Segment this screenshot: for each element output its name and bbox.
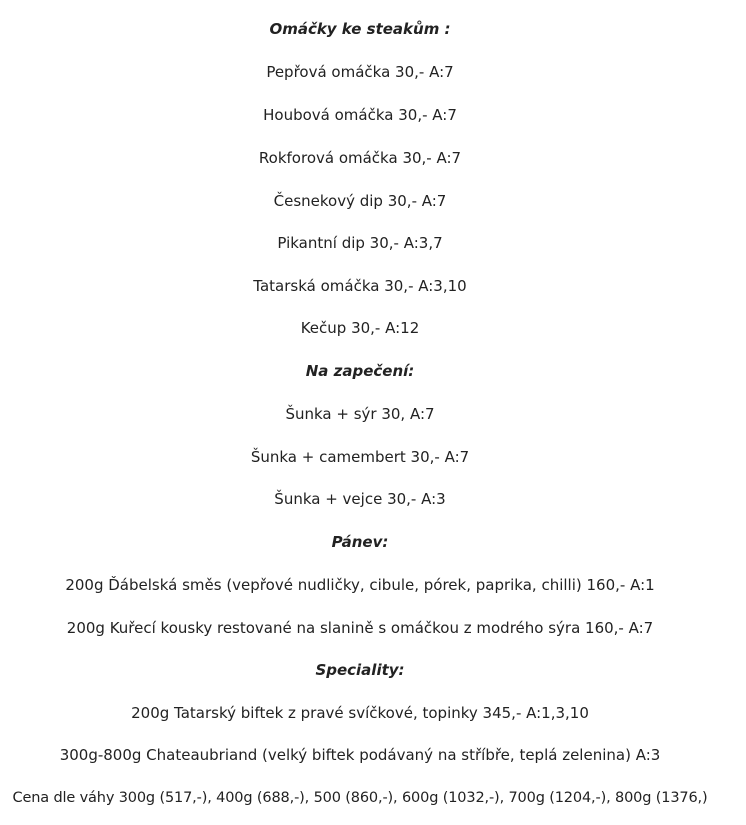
section-title-steak-sauces: Omáčky ke steakům : <box>269 20 451 38</box>
section-title-baked: Na zapečení: <box>305 362 415 380</box>
menu-item-devil-mix: 200g Ďábelská směs (vepřové nudličky, cibule, pórek, paprika, chilli) 160,- A:1 <box>65 576 655 594</box>
menu-item-mushroom-sauce: Houbová omáčka 30,- A:7 <box>263 106 457 124</box>
menu-item-ham-cheese: Šunka + sýr 30, A:7 <box>285 405 435 423</box>
menu-item-roquefort-sauce: Rokforová omáčka 30,- A:7 <box>258 149 462 167</box>
menu-item-tartar-steak: 200g Tatarský biftek z pravé svíčkové, topinky 345,- A:1,3,10 <box>131 704 589 722</box>
menu-item-chicken-pieces: 200g Kuřecí kousky restované na slanině s omáčkou z modrého sýra 160,- A:7 <box>66 619 654 637</box>
section-title-specialities: Speciality: <box>315 661 405 679</box>
menu-item-spicy-dip: Pikantní dip 30,- A:3,7 <box>277 234 443 252</box>
menu-item-tartar-sauce: Tatarská omáčka 30,- A:3,10 <box>253 277 467 295</box>
menu-item-price-by-weight: Cena dle váhy 300g (517,-), 400g (688,-), 500 (860,-), 600g (1032,-), 700g (1204,-), 800g (1376,) <box>12 790 708 806</box>
menu-item-ketchup: Kečup 30,- A:12 <box>300 319 420 337</box>
section-title-pan: Pánev: <box>331 533 389 551</box>
menu-item-pepper-sauce: Pepřová omáčka 30,- A:7 <box>266 63 454 81</box>
menu-item-ham-egg: Šunka + vejce 30,- A:3 <box>274 490 446 508</box>
menu-item-ham-camembert: Šunka + camembert 30,- A:7 <box>250 448 470 466</box>
menu-item-chateaubriand: 300g-800g Chateaubriand (velký biftek podávaný na stříbře, teplá zelenina) A:3 <box>59 746 661 764</box>
menu-item-garlic-dip: Česnekový dip 30,- A:7 <box>273 192 447 210</box>
